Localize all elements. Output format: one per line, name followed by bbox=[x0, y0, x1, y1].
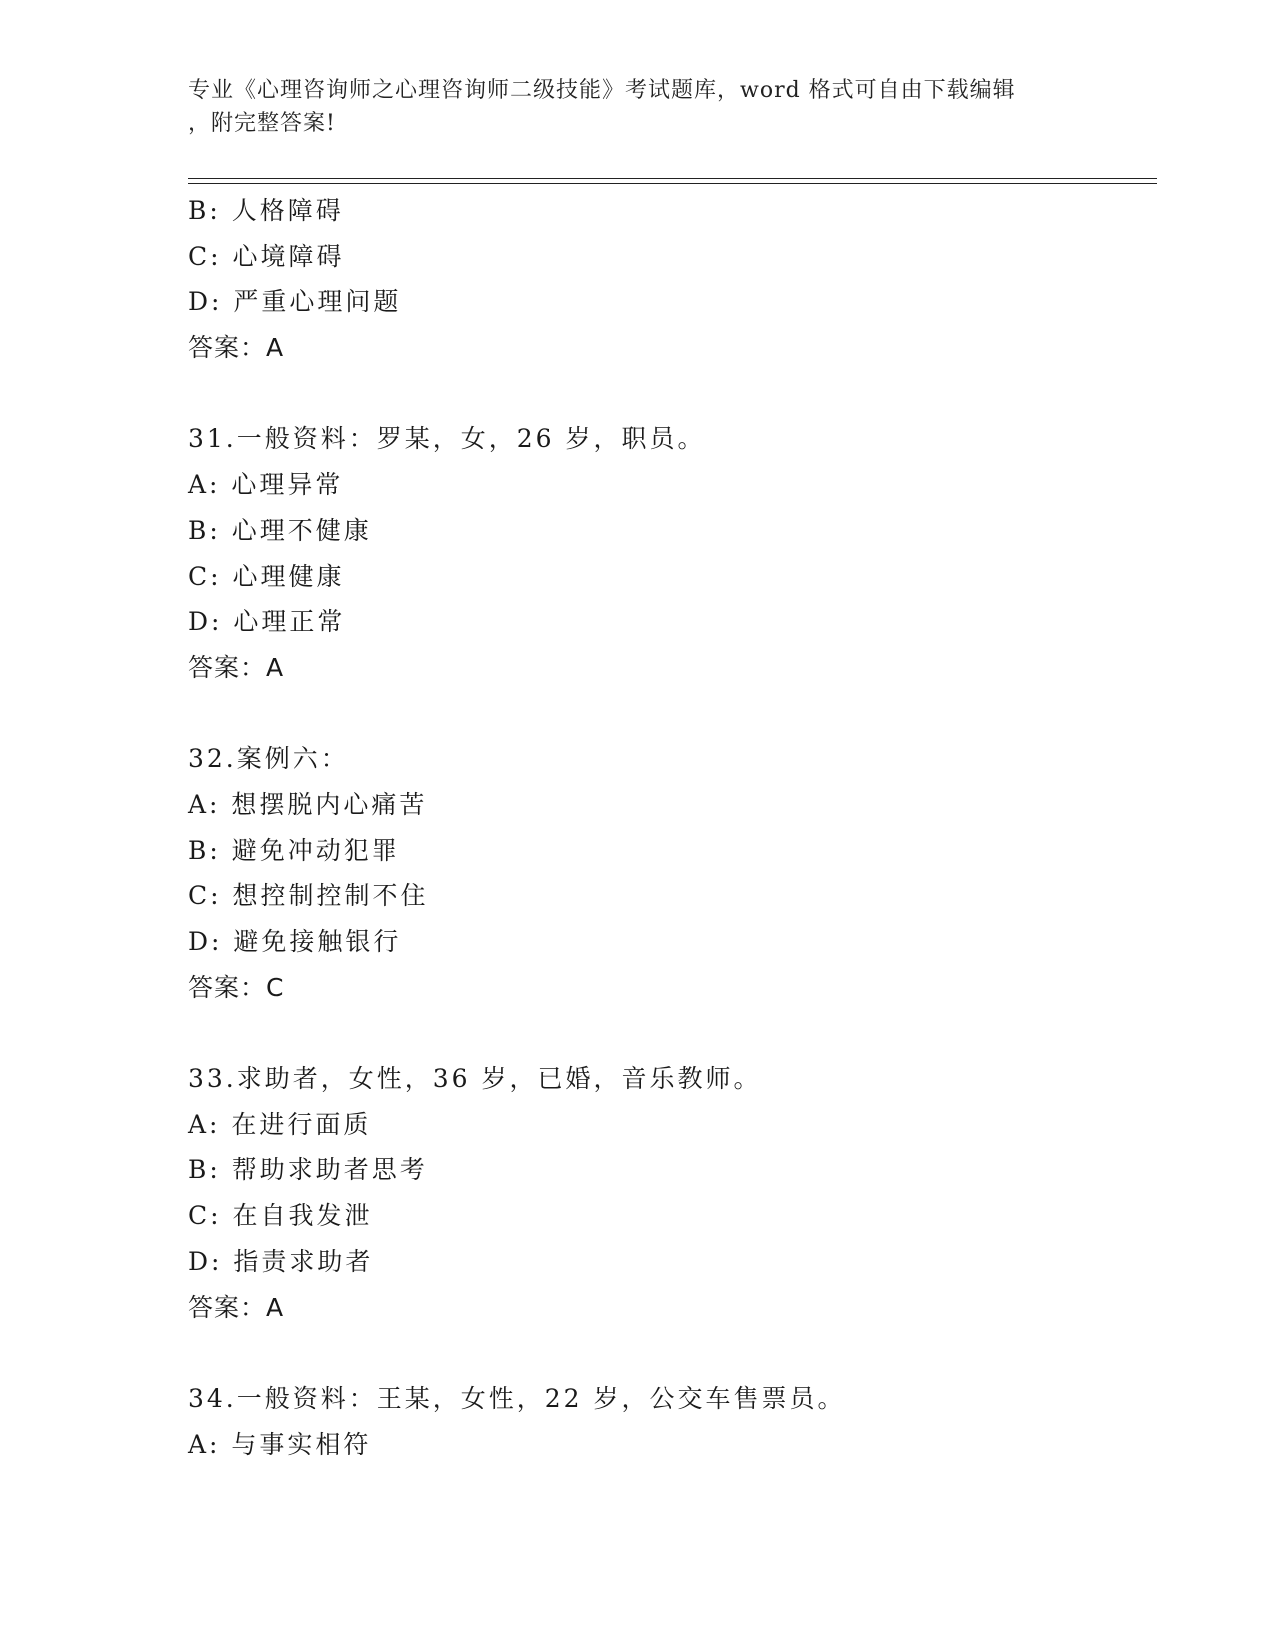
question-title: 33.求助者，女性，36 岁，已婚，音乐教师。 bbox=[188, 1064, 762, 1094]
header-divider-top bbox=[188, 178, 1157, 179]
option-b: B: 心理不健康 bbox=[188, 515, 372, 545]
spacer bbox=[188, 1330, 1148, 1376]
question-title: 32.案例六： bbox=[188, 744, 349, 774]
header-divider-bottom bbox=[188, 183, 1157, 184]
option-d: D: 指责求助者 bbox=[188, 1246, 374, 1276]
option-b: B: 避免冲动犯罪 bbox=[188, 835, 400, 865]
spacer bbox=[188, 1010, 1148, 1056]
option-a: A: 想摆脱内心痛苦 bbox=[188, 789, 428, 819]
header-line-2: ，附完整答案! bbox=[188, 111, 336, 136]
answer-line: 答案：A bbox=[188, 333, 285, 363]
question-block-32 bbox=[188, 736, 1148, 1010]
option-c: C: 心境障碍 bbox=[188, 241, 345, 271]
option-d: D: 严重心理问题 bbox=[188, 287, 402, 317]
option-b: B: 人格障碍 bbox=[188, 196, 344, 225]
question-list bbox=[188, 188, 1148, 1467]
question-block-previous bbox=[188, 188, 1148, 371]
answer-line: 答案：A bbox=[188, 652, 285, 682]
option-a: A: 与事实相符 bbox=[188, 1429, 372, 1459]
header-line-1: 专业《心理咨询师之心理咨询师二级技能》考试题库，word 格式可自由下载编辑 bbox=[188, 78, 1016, 103]
document-header bbox=[188, 74, 1068, 140]
option-d: D: 心理正常 bbox=[188, 607, 346, 637]
question-block-34 bbox=[188, 1376, 1148, 1467]
option-a: A: 在进行面质 bbox=[188, 1109, 372, 1139]
question-title: 34.一般资料：王某，女性，22 岁，公交车售票员。 bbox=[188, 1383, 846, 1413]
question-title: 31.一般资料：罗某，女，26 岁，职员。 bbox=[188, 424, 706, 454]
option-d: D: 避免接触银行 bbox=[188, 927, 402, 956]
option-c: C: 心理健康 bbox=[188, 561, 345, 591]
answer-line: 答案：C bbox=[188, 972, 285, 1002]
question-block-33 bbox=[188, 1056, 1148, 1330]
answer-line: 答案：A bbox=[188, 1292, 285, 1322]
spacer bbox=[188, 691, 1148, 737]
option-c: C: 在自我发泄 bbox=[188, 1201, 373, 1231]
option-b: B: 帮助求助者思考 bbox=[188, 1155, 428, 1185]
option-c: C: 想控制控制不住 bbox=[188, 881, 429, 911]
question-block-31 bbox=[188, 416, 1148, 690]
spacer bbox=[188, 371, 1148, 417]
option-a: A: 心理异常 bbox=[188, 470, 344, 500]
